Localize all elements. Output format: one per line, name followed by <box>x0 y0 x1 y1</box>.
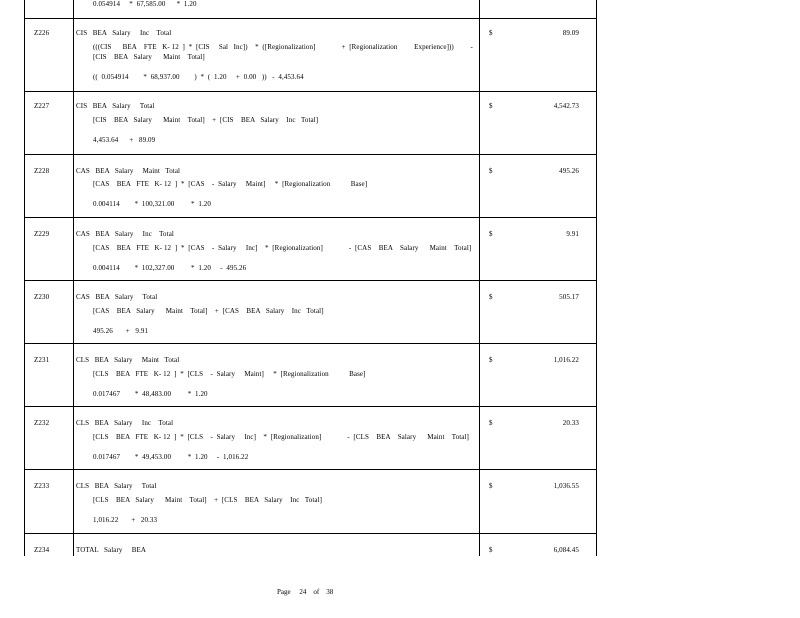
currency-symbol: $ <box>489 29 493 37</box>
formula-values: 0.017467 * 49,453.00 * 1.20 - 1,016.22 <box>93 453 249 461</box>
table-row <box>25 217 596 281</box>
row-description: CIS BEA Salary Total <box>76 102 155 110</box>
formula-line: [CIS BEA Salary Maint Total] <box>93 53 205 61</box>
formula-line: [CAS BEA Salary Maint Total] + [CAS BEA Salary Inc Total] <box>93 307 324 315</box>
formula-values: 1,016.22 + 20.33 <box>93 516 158 524</box>
formula-values: 0.054914 * 67,585.00 * 1.20 <box>93 0 197 8</box>
table-row <box>25 0 596 18</box>
currency-symbol: $ <box>489 167 493 175</box>
formula-line: (((CIS BEA FTE K- 12 ] * [CIS Sal Inc]) * ([Regionalization] + [Regionalization Experience])) - <box>93 43 473 51</box>
calculation-table <box>24 0 597 556</box>
formula-values: 0.004114 * 100,321.00 * 1.20 <box>93 200 211 208</box>
row-code: Z232 <box>34 419 50 427</box>
row-amount: 89.09 <box>562 29 579 37</box>
formula-line: [CLS BEA FTE K- 12 ] * [CLS - Salary Inc] * [Regionalization] - [CLS BEA Salary Maint Total] <box>93 433 469 441</box>
row-code: Z234 <box>34 546 50 554</box>
currency-symbol: $ <box>489 102 493 110</box>
row-amount: 6,084.45 <box>553 546 579 554</box>
formula-line: [CIS BEA Salary Maint Total] + [CIS BEA Salary Inc Total] <box>93 116 319 124</box>
row-description: CLS BEA Salary Maint Total <box>76 356 180 364</box>
row-code: Z229 <box>34 230 50 238</box>
formula-values: 495.26 + 9.91 <box>93 327 149 335</box>
row-amount: 4,542.73 <box>553 102 579 110</box>
currency-symbol: $ <box>489 293 493 301</box>
table-row <box>25 469 596 534</box>
currency-symbol: $ <box>489 546 493 554</box>
formula-values: 0.004114 * 102,327.00 * 1.20 - 495.26 <box>93 264 247 272</box>
row-code: Z231 <box>34 356 50 364</box>
table-row <box>25 533 596 557</box>
row-amount: 505.17 <box>559 293 579 301</box>
formula-line: [CLS BEA Salary Maint Total] + [CLS BEA Salary Inc Total] <box>93 496 323 504</box>
row-description: CLS BEA Salary Total <box>76 482 157 490</box>
table-row <box>25 406 596 470</box>
table-row <box>25 343 596 407</box>
row-amount: 495.26 <box>559 167 579 175</box>
table-row <box>25 18 596 92</box>
table-row <box>25 91 596 155</box>
row-description: TOTAL Salary BEA <box>76 546 147 554</box>
table-row <box>25 154 596 218</box>
currency-symbol: $ <box>489 356 493 364</box>
row-code: Z226 <box>34 29 50 37</box>
row-code: Z227 <box>34 102 50 110</box>
formula-values: 4,453.64 + 89.09 <box>93 136 156 144</box>
table-row <box>25 280 596 344</box>
row-amount: 20.33 <box>562 419 579 427</box>
row-code: Z233 <box>34 482 50 490</box>
row-amount: 1,016.22 <box>553 356 579 364</box>
page-number: Page 24 of 38 <box>277 588 334 596</box>
formula-line: [CAS BEA FTE K- 12 ] * [CAS - Salary Inc] * [Regionalization] - [CAS BEA Salary Maint Total] <box>93 244 472 252</box>
row-description: CAS BEA Salary Maint Total <box>76 167 181 175</box>
formula-line: [CLS BEA FTE K- 12 ] * [CLS - Salary Maint] * [Regionalization Base] <box>93 370 366 378</box>
formula-values: 0.017467 * 48,483.00 * 1.20 <box>93 390 208 398</box>
currency-symbol: $ <box>489 230 493 238</box>
row-description: CAS BEA Salary Inc Total <box>76 230 174 238</box>
row-amount: 9.91 <box>566 230 579 238</box>
currency-symbol: $ <box>489 419 493 427</box>
row-code: Z230 <box>34 293 50 301</box>
formula-line: [CAS BEA FTE K- 12 ] * [CAS - Salary Maint] * [Regionalization Base] <box>93 180 368 188</box>
row-code: Z228 <box>34 167 50 175</box>
row-description: CLS BEA Salary Inc Total <box>76 419 174 427</box>
formula-values: (( 0.054914 * 68,937.00 ) * ( 1.20 + 0.00 )) - 4,453.64 <box>93 73 304 81</box>
row-amount: 1,036.55 <box>553 482 579 490</box>
currency-symbol: $ <box>489 482 493 490</box>
row-description: CIS BEA Salary Inc Total <box>76 29 172 37</box>
row-description: CAS BEA Salary Total <box>76 293 158 301</box>
